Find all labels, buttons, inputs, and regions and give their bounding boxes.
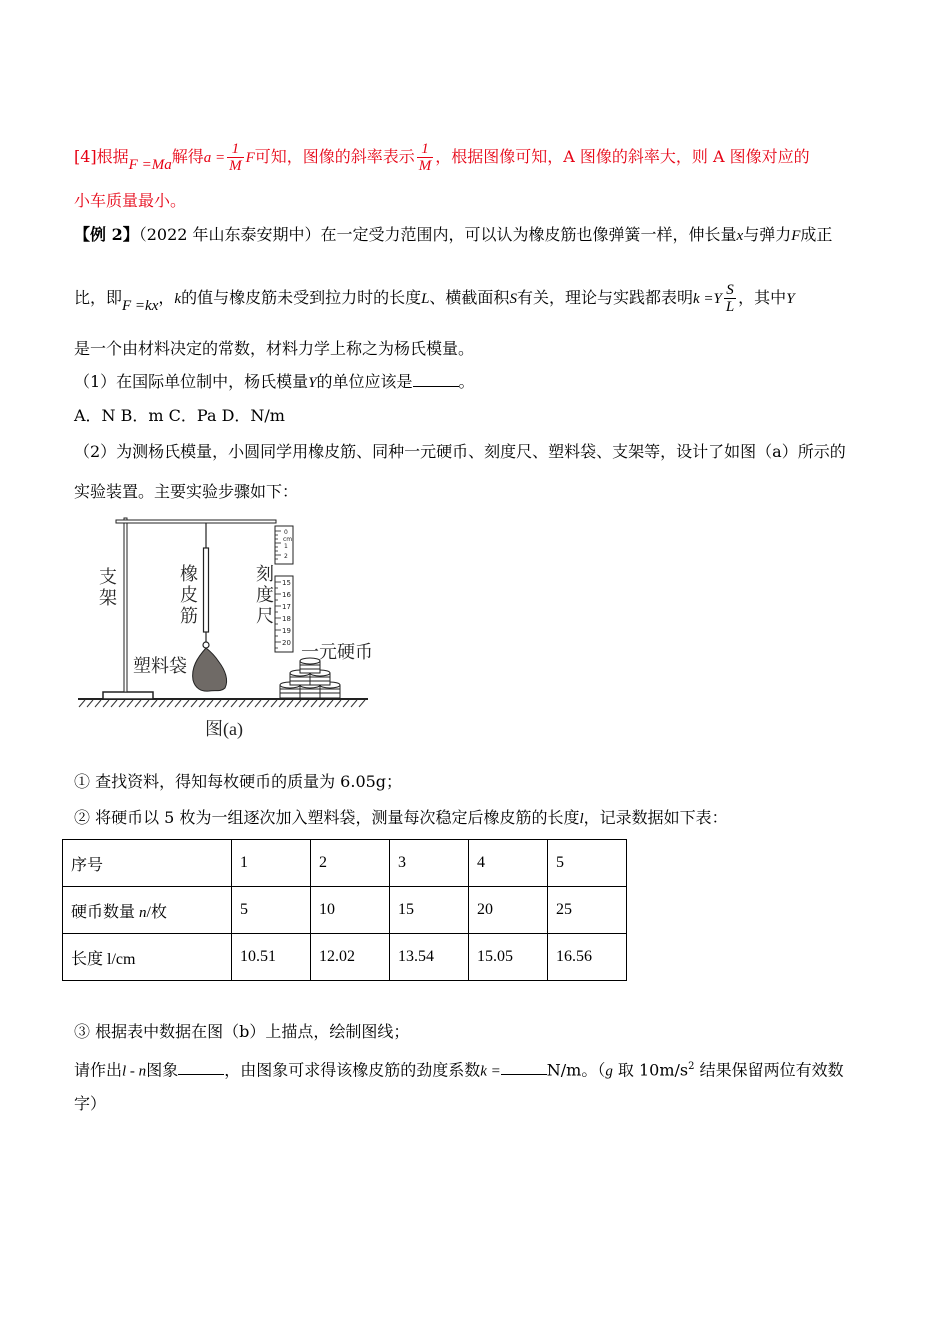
table-cell: 15.05	[469, 934, 548, 981]
table-cell: 25	[548, 887, 627, 934]
answer-blank-1[interactable]	[413, 372, 459, 387]
table-cell: 10.51	[232, 934, 311, 981]
fraction-s-over-l: $\frac{S}{L}$	[725, 282, 735, 315]
final-question-line-1: 请作出l - n图象 ，由图象可求得该橡皮筋的劲度系数k = N/m。（g 取 $10m/s^2$ 结果保留两位有效数	[74, 1060, 844, 1080]
table-row	[63, 887, 627, 934]
ruler-bottom-label: 16	[282, 591, 291, 599]
example-line-2: 比，即F =kx，k的值与橡皮筋未受到拉力时的长度L、横截面积S有关，理论与实践都表明k =Y $\frac{S}{L}$ ，其中Y	[74, 282, 795, 315]
figure-caption: 图(a)	[205, 719, 243, 739]
question-1: （1）在国际单位制中，杨氏模量Y的单位应该是 。	[74, 372, 475, 391]
example-line-3: 是一个由材料决定的常数，材料力学上称之为杨氏模量。	[74, 339, 475, 358]
stand-base	[103, 692, 153, 699]
table-cell: 5	[232, 887, 311, 934]
ruler-top-label: 0	[284, 529, 288, 536]
example-line-1: 【例 2】（2022 年山东泰安期中）在一定受力范围内，可以认为橡皮筋也像弹簧一样，伸长量x与弹力F成正	[74, 225, 833, 244]
ruler-top-label: 2	[284, 553, 288, 560]
table-cell: 序号	[63, 840, 232, 887]
table-row	[63, 840, 627, 887]
label-bag: 塑料袋	[133, 656, 187, 677]
stand-pole	[124, 518, 127, 692]
label-coin: 一元硬币	[301, 642, 373, 663]
table-cell: 长度 l/cm	[63, 934, 232, 981]
table-cell: 硬币数量 n/枚	[63, 887, 232, 934]
table-cell: 1	[232, 840, 311, 887]
ground-hatch	[79, 700, 365, 707]
hook	[203, 642, 209, 648]
coin-stacks	[280, 658, 340, 698]
label-rubber: 橡皮筋	[180, 564, 198, 627]
ruler-top-label: cm	[283, 536, 293, 543]
ruler-bottom-label: 19	[282, 627, 291, 635]
table-cell: 16.56	[548, 934, 627, 981]
ruler-bottom-label: 17	[282, 603, 291, 611]
step-3: ③ 根据表中数据在图（b）上描点，绘制图线；	[74, 1022, 410, 1041]
table-cell: 15	[390, 887, 469, 934]
answer-line-1: [4]根据F =Ma解得a = $\frac{1}{M}$ F可知，图像的斜率表示 $\frac{1}{M}$ ，根据图像可知，A 图像的斜率大，则 A 图像对应的	[74, 141, 810, 174]
answer-blank-graph[interactable]	[178, 1060, 224, 1075]
table-cell: 2	[311, 840, 390, 887]
final-question-line-2: 字）	[74, 1094, 107, 1113]
fraction-1-over-m-2: $\frac{1}{M}$	[418, 141, 432, 174]
stand-arm	[116, 520, 276, 523]
plastic-bag	[193, 648, 227, 691]
question-2-line-1: （2）为测杨氏模量，小圆同学用橡皮筋、同种一元硬币、刻度尺、塑料袋、支架等，设计了如图（a）所示的	[74, 442, 846, 461]
table-cell: 4	[469, 840, 548, 887]
table-cell: 12.02	[311, 934, 390, 981]
answer-line-2: 小车质量最小。	[74, 191, 187, 210]
table-cell: 10	[311, 887, 390, 934]
answer-blank-k[interactable]	[501, 1060, 547, 1075]
label-ruler: 刻度尺	[256, 564, 274, 627]
ruler-bottom-label: 15	[282, 579, 291, 587]
rubber-band	[204, 548, 209, 632]
formula-newton: F =Ma	[128, 157, 172, 173]
data-table	[62, 839, 627, 981]
table-cell: 5	[548, 840, 627, 887]
table-cell: 20	[469, 887, 548, 934]
table-row	[63, 934, 627, 981]
ruler-top-label: 1	[284, 543, 288, 550]
ruler-bottom-label: 20	[282, 639, 291, 647]
question-2-line-2: 实验装置。主要实验步骤如下：	[74, 482, 299, 501]
step-1: ① 查找资料，得知每枚硬币的质量为 6.05g；	[74, 772, 403, 791]
label-stand: 支架	[99, 567, 117, 609]
fraction-1-over-m: $\frac{1}{M}$	[229, 141, 242, 174]
table-cell: 13.54	[390, 934, 469, 981]
ruler-bottom-label: 18	[282, 615, 291, 623]
experiment-figure	[75, 510, 375, 745]
table-cell: 3	[390, 840, 469, 887]
step-2: ② 将硬币以 5 枚为一组逐次加入塑料袋，测量每次稳定后橡皮筋的长度l，记录数据如下表：	[74, 808, 728, 827]
question-1-options: A．N B．m C．Pa D．N/m	[74, 406, 285, 425]
